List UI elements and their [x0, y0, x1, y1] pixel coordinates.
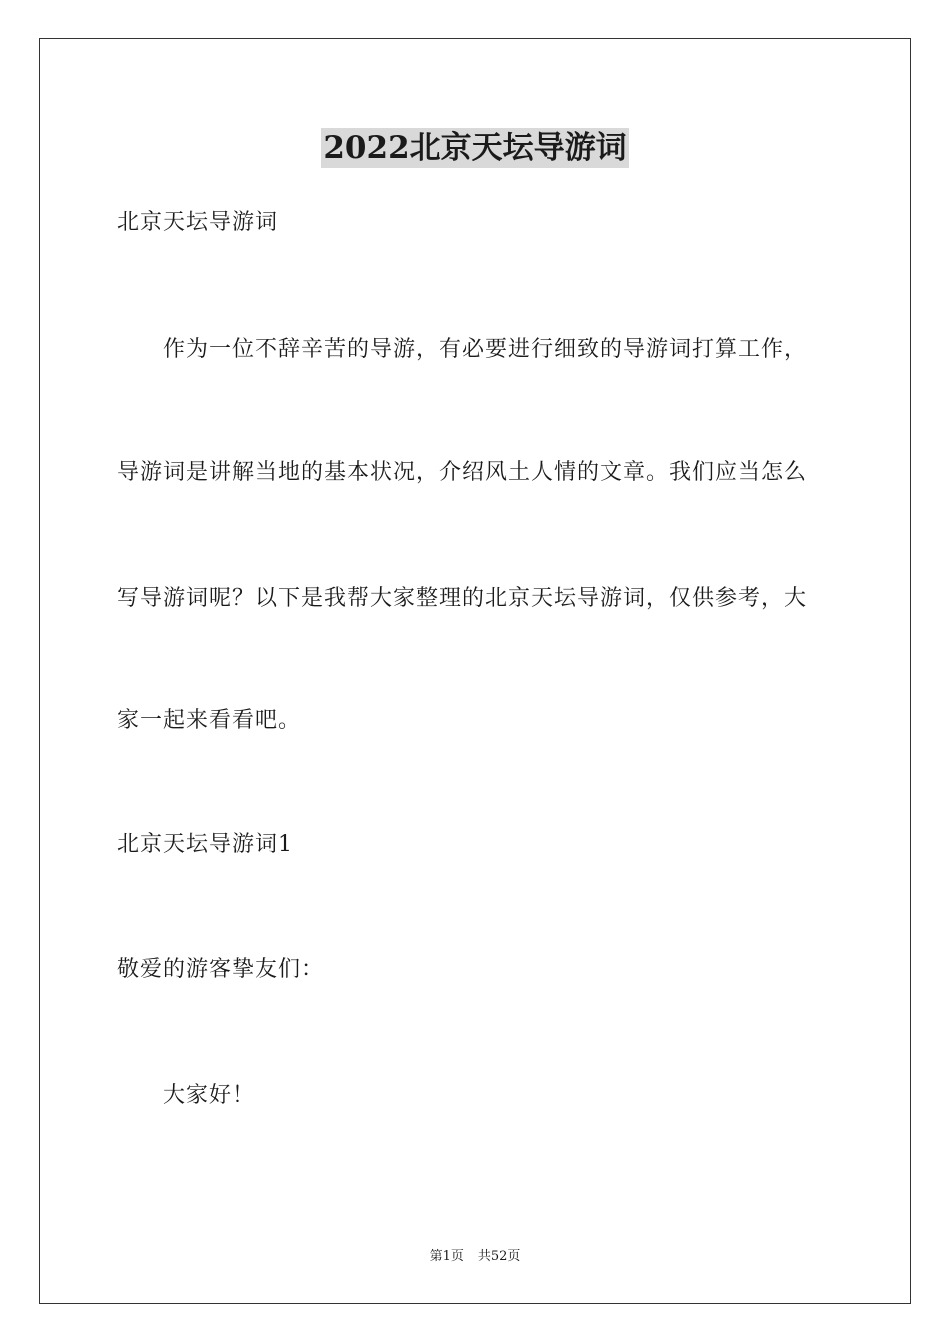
section-heading: 北京天坛导游词1	[117, 832, 293, 857]
hello-line: 大家好！	[163, 1083, 256, 1108]
page-total: 共52页	[477, 1249, 521, 1264]
paragraph-line: 写导游词呢？以下是我帮大家整理的北京天坛导游词，仅供参考，大	[117, 586, 808, 611]
paragraph-line: 家一起来看看吧。	[117, 708, 302, 733]
greeting-line: 敬爱的游客挚友们：	[117, 957, 325, 982]
document-title: 2022北京天坛导游词	[323, 130, 627, 166]
title-container	[0, 128, 950, 168]
paragraph-line: 导游词是讲解当地的基本状况，介绍风土人情的文章。我们应当怎么	[117, 460, 808, 485]
page-footer	[0, 1248, 950, 1266]
page-number: 第1页	[429, 1249, 464, 1264]
paragraph-line: 作为一位不辞辛苦的导游，有必要进行细致的导游词打算工作，	[163, 337, 808, 362]
document-subtitle: 北京天坛导游词	[117, 210, 279, 235]
